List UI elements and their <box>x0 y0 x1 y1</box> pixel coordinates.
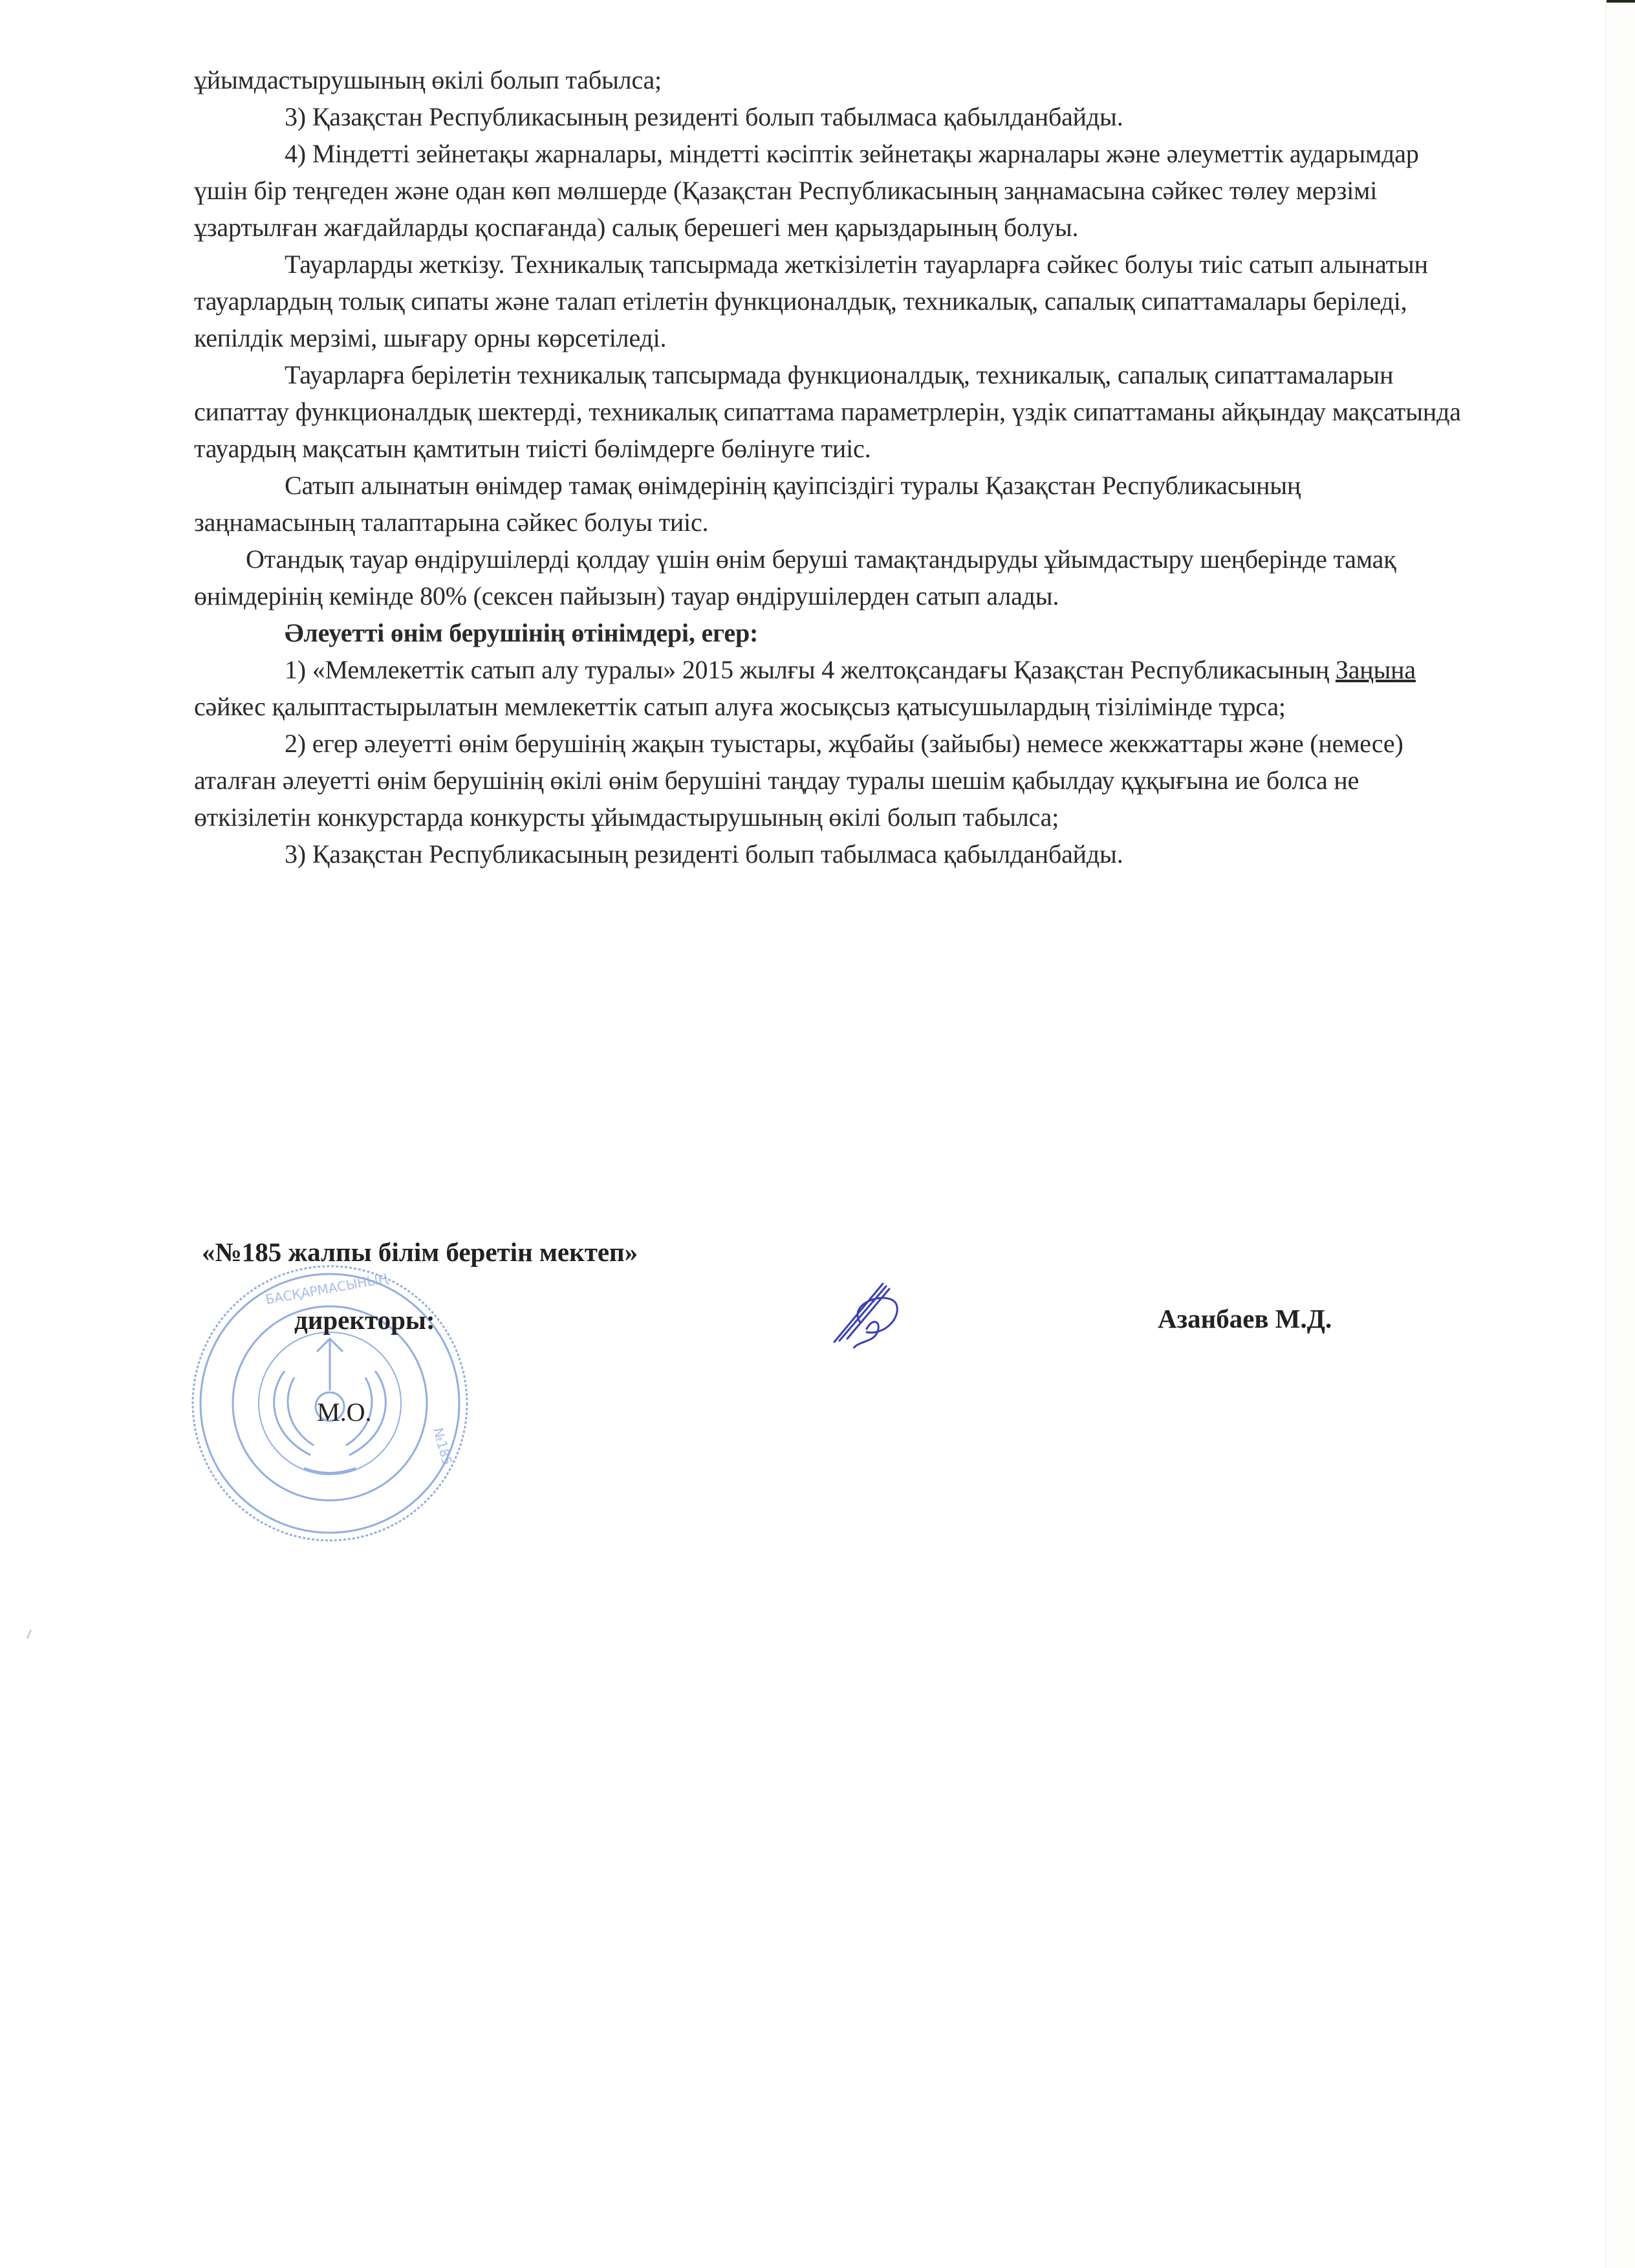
document-body <box>194 61 1462 872</box>
paragraph-item4-tax-debt: 4) Міндетті зейнетақы жарналары, міндетті кәсіптік зейнетақы жарналары және әлеуметтік аударымдар үшін бір теңгеден және одан көп мөлшерде (Қазақстан Республикасының заңнамасына сәйкес төлеу мерзімі ұзартылған жағдайларды қоспағанда) салық берешегі мен қарыздарының болуы. <box>194 139 1419 242</box>
paragraph-domestic-producers: Отандық тауар өндірушілерді қолдау үшін өнім беруші тамақтандыруды ұйымдастыру шеңберінде тамақ өнімдерінің кемінде 80% (сексен пайызын) тауар өндірушілерден сатып алады. <box>194 545 1396 610</box>
paragraph-item3-continuation: ұйымдастырушының өкілі болып табылса; <box>194 65 662 94</box>
signer-position: директоры: <box>294 1305 435 1335</box>
rejection-item1-text-after: сәйкес қалыптастырылатын мемлекеттік сатып алуға жосықсыз қатысушылардың тізілімінде тұрса; <box>194 692 1286 721</box>
signer-name: Азанбаев М.Д. <box>1158 1304 1332 1334</box>
paragraph-item3-resident: 3) Қазақстан Республикасының резиденті болып табылмаса қабылданбайды. <box>285 102 1123 131</box>
paragraph-rejection-item2: 2) егер әлеуетті өнім берушінің жақын туыстары, жұбайы (зайыбы) немесе жекжаттары және (немесе) аталған әлеуетті өнім берушінің өкілі өнім берушіні таңдау туралы шешім қабылдау құқығына ие болса не өткізілетін конкурстарда конкурсты ұйымдастырушының өкілі болып табылса; <box>194 729 1403 832</box>
handwritten-signature-icon <box>821 1277 951 1348</box>
paragraph-goods-delivery: Тауарларды жеткізу. Техникалық тапсырмада жеткізілетін тауарларға сәйкес болуы тиіс сатып алынатын тауарлардың толық сипаты және талап етілетін функционалдық, техникалық, сапалық сипаттамалары беріледі, кепілдік мерзімі, шығару орны көрсетіледі. <box>194 250 1428 352</box>
svg-text:№185: №185 <box>430 1426 455 1467</box>
paragraph-food-safety: Сатып алынатын өнімдер тамақ өнімдерінің қауіпсіздігі туралы Қазақстан Республикасының заңнамасының талаптарына сәйкес болуы тиіс. <box>194 471 1301 537</box>
paragraph-rejection-item1 <box>194 651 1462 725</box>
organization-name: «№185 жалпы білім беретін мектеп» <box>202 1237 638 1267</box>
paragraph-technical-spec: Тауарларға берілетін техникалық тапсырмада функционалдық, техникалық, сапалық сипаттамаларын сипаттау функционалдық шектерді, техникалық сипаттама параметрлерін, үздік сипаттаманы айқындау мақсатында тауардың мақсатын қамтитын тиісті бөлімдерге бөлінуге тиіс. <box>194 360 1461 463</box>
scan-speck-icon <box>26 1630 32 1639</box>
rejection-item1-text-before: 1) «Мемлекеттік сатып алу туралы» 2015 жылғы 4 желтоқсандағы Қазақстан Республикасының <box>285 655 1336 684</box>
law-link[interactable]: Заңына <box>1335 655 1416 684</box>
svg-text:БАСҚАРМАСЫНЫҢ: БАСҚАРМАСЫНЫҢ <box>264 1270 389 1308</box>
scan-edge-strip <box>1605 0 1635 2268</box>
section-heading-rejection: Әлеуетті өнім берушінің өтінімдері, егер: <box>285 618 759 647</box>
paragraph-rejection-item3: 3) Қазақстан Республикасының резиденті болып табылмаса қабылданбайды. <box>285 839 1123 869</box>
seal-placeholder-label: М.О. <box>317 1398 372 1427</box>
scan-edge-bar <box>1607 0 1635 3</box>
